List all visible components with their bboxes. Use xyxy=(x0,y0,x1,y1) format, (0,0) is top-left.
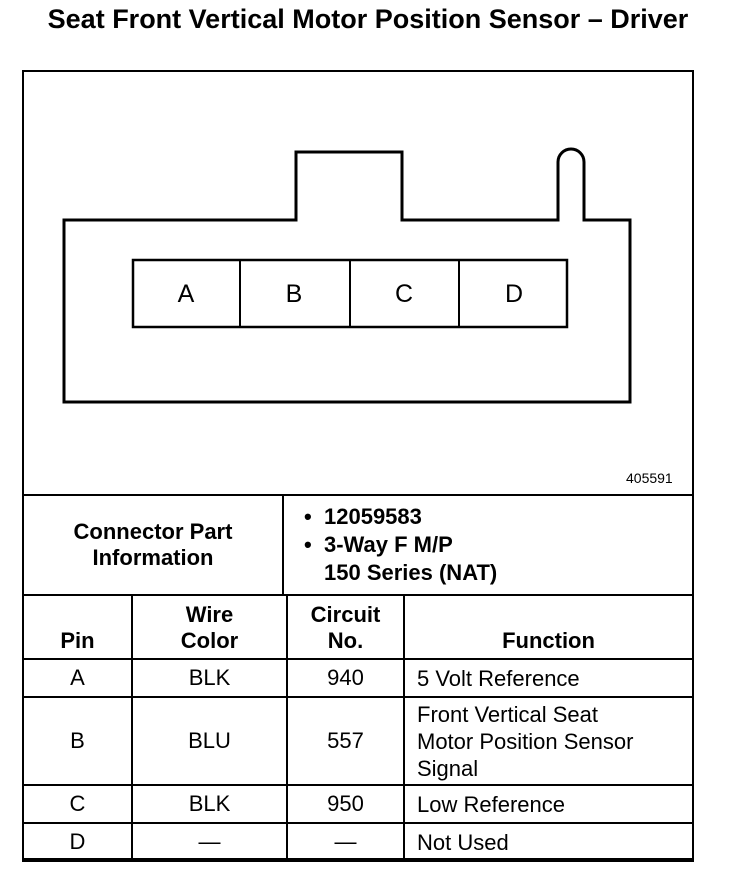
connector-info-table xyxy=(22,494,694,596)
connector-body-outline xyxy=(64,149,630,402)
pin-table xyxy=(22,594,694,862)
table-row: C BLK 950 Low Reference xyxy=(23,785,693,823)
part-number: • 12059583 xyxy=(324,503,692,531)
pin-table-header xyxy=(23,595,693,659)
connector-type-line2: 150 Series (NAT) xyxy=(324,560,498,585)
connector-type-line1: • 3-Way F M/P xyxy=(324,531,692,559)
header-circuit: Circuit No. xyxy=(287,595,404,659)
page-title: Seat Front Vertical Motor Position Sensor – Driver xyxy=(47,4,689,34)
header-wire-color: Wire Color xyxy=(132,595,287,659)
pin-label-c: C xyxy=(394,280,414,308)
table-row: B BLU 557 Front Vertical Seat Motor Position Sensor Signal xyxy=(23,697,693,785)
header-pin: Pin xyxy=(23,595,132,659)
function-cell: Front Vertical Seat Motor Position Sensor Signal xyxy=(404,697,693,785)
connector-diagram xyxy=(22,70,694,494)
connector-info-label: Connector Part Information xyxy=(23,495,283,595)
table-row: A BLK 940 5 Volt Reference xyxy=(23,659,693,697)
table-row: D — — Not Used xyxy=(23,823,693,861)
drawing-number: 405591 xyxy=(626,470,673,486)
pin-label-b: B xyxy=(285,280,303,308)
pin-label-a: A xyxy=(177,280,195,308)
header-function: Function xyxy=(404,595,693,659)
connector-info-values xyxy=(283,495,693,595)
pin-label-d: D xyxy=(504,280,524,308)
